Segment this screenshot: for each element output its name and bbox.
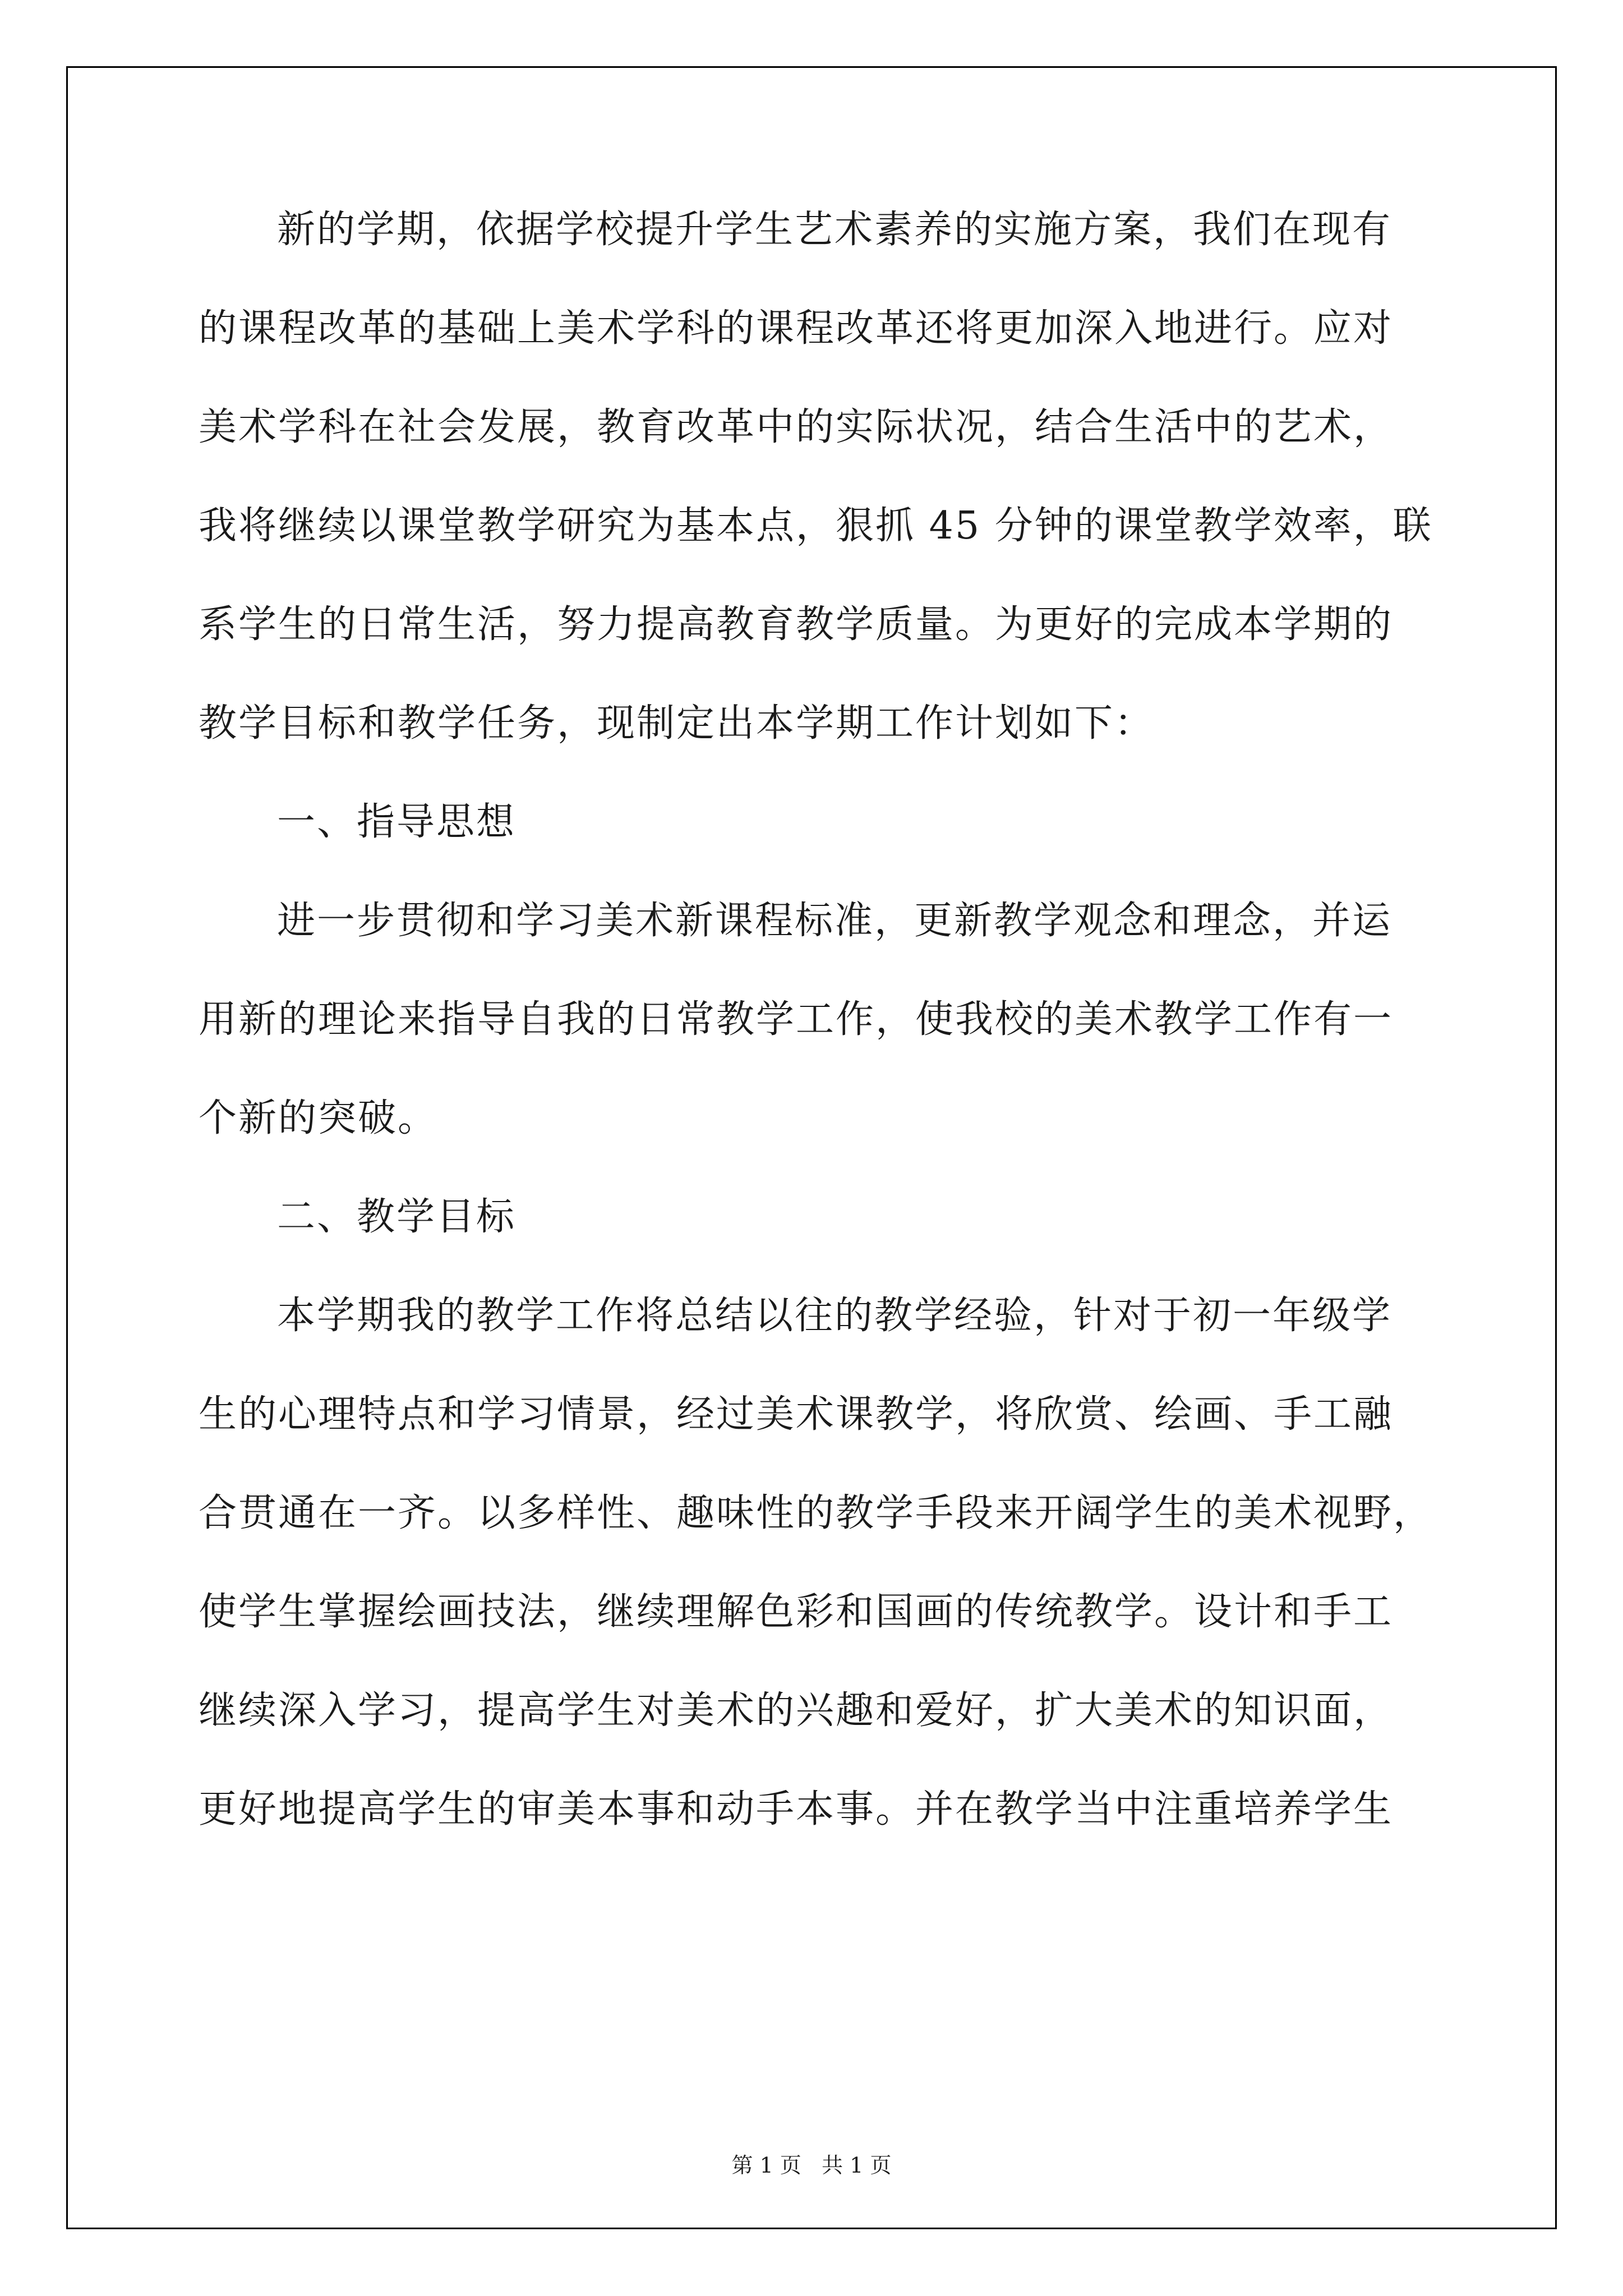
paragraph-line: 继续深入学习，提高学生对美术的兴趣和爱好，扩大美术的知识面， xyxy=(199,1688,1394,1733)
paragraph-line: 系学生的日常生活，努力提高教育教学质量。为更好的完成本学期的 xyxy=(199,602,1394,647)
paragraph-line: 教学目标和教学任务，现制定出本学期工作计划如下： xyxy=(199,701,1155,746)
paragraph-line: 的课程改革的基础上美术学科的课程改革还将更加深入地进行。应对 xyxy=(199,306,1394,351)
paragraph-line: 我将继续以课堂教学研究为基本点，狠抓 45 分钟的课堂教学效率，联 xyxy=(199,504,1433,548)
page-number-footer: 第 1 页 共 1 页 xyxy=(731,2153,892,2178)
paragraph-line: 用新的理论来指导自我的日常教学工作，使我校的美术教学工作有一 xyxy=(199,997,1394,1042)
paragraph-line: 更好地提高学生的审美本事和动手本事。并在教学当中注重培养学生 xyxy=(199,1787,1394,1832)
paragraph-line: 生的心理特点和学习情景，经过美术课教学，将欣赏、绘画、手工融 xyxy=(199,1392,1394,1437)
paragraph-line: 本学期我的教学工作将总结以往的教学经验，针对于初一年级学 xyxy=(277,1294,1393,1338)
paragraph-line: 使学生掌握绘画技法，继续理解色彩和国画的传统教学。设计和手工 xyxy=(199,1590,1394,1634)
section-heading: 二、教学目标 xyxy=(277,1195,517,1239)
document-body xyxy=(199,210,1432,1889)
paragraph-line: 合贯通在一齐。以多样性、趣味性的教学手段来开阔学生的美术视野， xyxy=(199,1491,1433,1535)
section-heading: 一、指导思想 xyxy=(277,800,517,844)
paragraph-line: 个新的突破。 xyxy=(199,1096,438,1140)
paragraph-line: 美术学科在社会发展，教育改革中的实际状况，结合生活中的艺术， xyxy=(199,405,1394,449)
paragraph-line: 新的学期，依据学校提升学生艺术素养的实施方案，我们在现有 xyxy=(277,208,1393,252)
paragraph-line: 进一步贯彻和学习美术新课程标准，更新教学观念和理念，并运 xyxy=(277,899,1393,943)
